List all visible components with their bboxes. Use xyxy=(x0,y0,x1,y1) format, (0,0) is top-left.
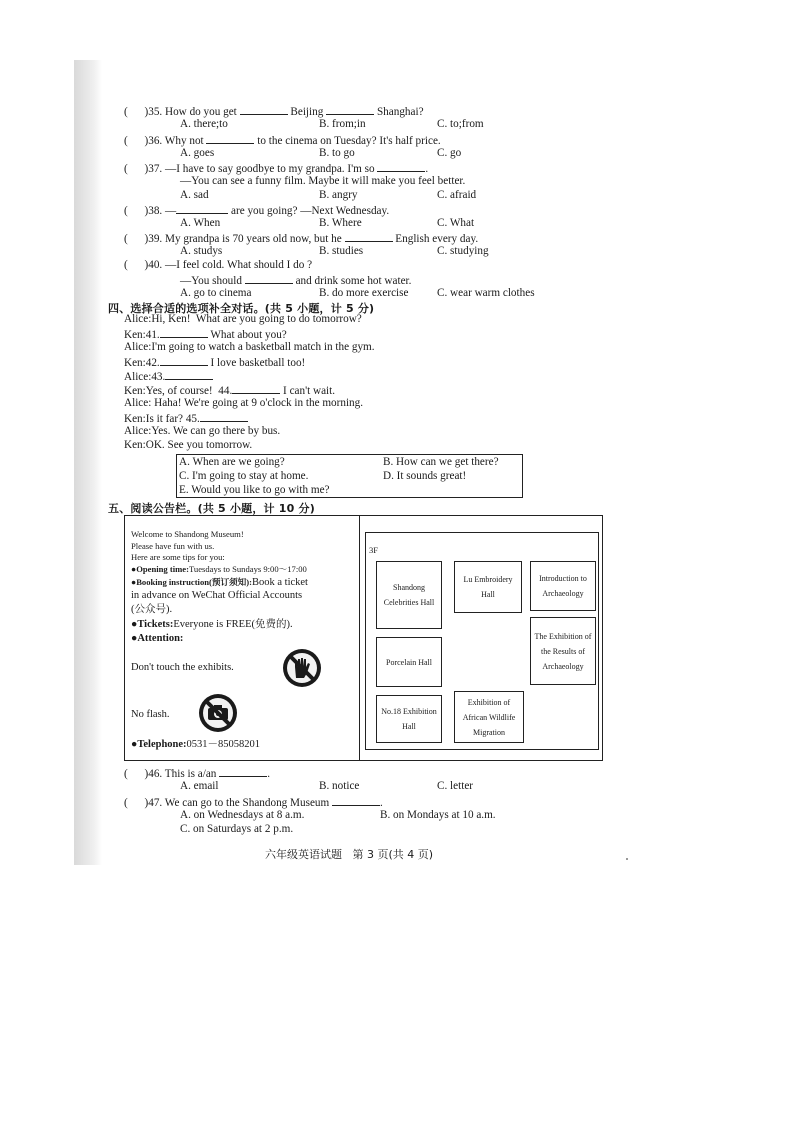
tickets: ●Tickets:Everyone is FREE(免费的). xyxy=(131,619,293,630)
welcome-text: Welcome to Shandong Museum! xyxy=(131,529,244,539)
no-flash-text: No flash. xyxy=(131,709,170,720)
option-c: C. to;from xyxy=(437,118,484,130)
attention: ●Attention: xyxy=(131,633,184,644)
option-a: A. there;to xyxy=(180,118,228,130)
option-a: A. studys xyxy=(180,245,223,257)
page-footer: 六年级英语试题 第 3 页(共 4 页) xyxy=(265,848,434,861)
question-39: ( )39. My grandpa is 70 years old now, but he English every day. xyxy=(124,233,479,245)
option-a: A. When are we going? xyxy=(179,456,285,468)
answer-blank[interactable] xyxy=(165,369,213,380)
answer-blank[interactable] xyxy=(232,383,280,394)
option-d: D. It sounds great! xyxy=(383,470,467,482)
map-room: The Exhibition of the Results of Archaeology xyxy=(530,617,596,685)
map-room: Lu Embroidery Hall xyxy=(454,561,522,613)
option-b: B. do more exercise xyxy=(319,287,409,299)
scan-speck xyxy=(626,858,628,860)
option-c: C. on Saturdays at 2 p.m. xyxy=(180,823,294,835)
option-c: C. letter xyxy=(437,780,474,792)
dialogue-line: Alice:Yes. We can go there by bus. xyxy=(124,425,281,437)
option-a: A. go to cinema xyxy=(180,287,252,299)
museum-notice-board xyxy=(124,515,603,761)
option-a: A. email xyxy=(180,780,219,792)
question-46: ( )46. This is a/an . xyxy=(124,768,270,780)
option-b: B. studies xyxy=(319,245,364,257)
option-b: B. notice xyxy=(319,780,360,792)
option-c: C. What xyxy=(437,217,475,229)
floor-label: 3F xyxy=(369,545,379,555)
no-flash-icon xyxy=(199,694,237,732)
question-40: ( )40. —I feel cold. What should I do ? xyxy=(124,259,313,271)
answer-blank[interactable] xyxy=(160,355,208,366)
option-b: B. Where xyxy=(319,217,362,229)
dialogue-line: Ken:41. What about you? xyxy=(124,329,287,341)
option-c: C. studying xyxy=(437,245,489,257)
dialogue-line: Ken:42. I love basketball too! xyxy=(124,357,306,369)
scan-shadow xyxy=(74,60,102,865)
no-touch-text: Don't touch the exhibits. xyxy=(131,662,234,673)
tips-text: Here are some tips for you: xyxy=(131,552,225,562)
option-b: B. from;in xyxy=(319,118,366,130)
opening-time: ●Opening time:Tuesdays to Sundays 9:00～17:00 xyxy=(131,564,307,574)
fun-text: Please have fun with us. xyxy=(131,541,215,551)
option-a: A. goes xyxy=(180,147,215,159)
dialogue-line: Alice:I'm going to watch a basketball match in the gym. xyxy=(124,341,375,353)
option-a: A. When xyxy=(180,217,221,229)
map-room: Porcelain Hall xyxy=(376,637,442,687)
booking-detail: in advance on WeChat Official Accounts xyxy=(131,590,303,601)
dialogue-line: Alice: Haha! We're going at 9 o'clock in the morning. xyxy=(124,397,364,409)
dialogue-line: Ken:OK. See you tomorrow. xyxy=(124,439,253,451)
floor-map xyxy=(365,532,599,750)
option-b: B. on Mondays at 10 a.m. xyxy=(380,809,496,821)
section-5-title: 五、阅读公告栏。(共 5 小题，计 10 分) xyxy=(108,502,315,515)
question-37-response: —You can see a funny film. Maybe it will make you feel better. xyxy=(180,175,466,187)
answer-blank[interactable] xyxy=(160,327,208,338)
option-c: C. go xyxy=(437,147,462,159)
option-b: B. to go xyxy=(319,147,355,159)
option-e: E. Would you like to go with me? xyxy=(179,484,330,496)
map-room: Shandong Celebrities Hall xyxy=(376,561,442,629)
dialogue-line: Ken:Is it far? 45. xyxy=(124,411,248,426)
option-a: A. on Wednesdays at 8 a.m. xyxy=(180,809,305,821)
option-c: C. I'm going to stay at home. xyxy=(179,470,309,482)
question-37: ( )37. —I have to say goodbye to my grandpa. I'm so . xyxy=(124,163,429,175)
option-b: B. How can we get there? xyxy=(383,456,499,468)
no-touch-icon xyxy=(283,649,321,687)
map-room: No.18 Exhibition Hall xyxy=(376,695,442,743)
booking-detail-cn: (公众号). xyxy=(131,604,173,615)
question-36: ( )36. Why not to the cinema on Tuesday? It's half price. xyxy=(124,135,441,147)
question-35: ( )35. How do you get Beijing Shanghai? xyxy=(124,106,424,118)
telephone: ●Telephone:0531－85058201 xyxy=(131,739,261,750)
question-38: ( )38. — are you going? —Next Wednesday. xyxy=(124,205,390,217)
map-room: Exhibition of African Wildlife Migration xyxy=(454,691,524,743)
answer-blank[interactable] xyxy=(200,411,248,422)
option-c: C. afraid xyxy=(437,189,477,201)
option-b: B. angry xyxy=(319,189,358,201)
question-40-response: —You should and drink some hot water. xyxy=(180,275,412,287)
question-47: ( )47. We can go to the Shandong Museum . xyxy=(124,797,383,809)
notice-text-panel xyxy=(125,516,360,760)
dialogue-line: Alice:43. xyxy=(124,369,213,384)
option-a: A. sad xyxy=(180,189,209,201)
dialogue-line: Ken:Yes, of course! 44. I can't wait. xyxy=(124,385,336,397)
dialogue-options-box xyxy=(176,454,523,498)
option-c: C. wear warm clothes xyxy=(437,287,535,299)
section-4-title: 四、选择合适的选项补全对话。(共 5 小题，计 5 分) xyxy=(108,302,375,315)
dialogue-line: Alice:Hi, Ken! What are you going to do tomorrow? xyxy=(124,313,362,325)
booking-instruction: ●Booking instruction(预订须知):Book a ticket xyxy=(131,577,308,588)
map-room: Introduction to Archaeology xyxy=(530,561,596,611)
